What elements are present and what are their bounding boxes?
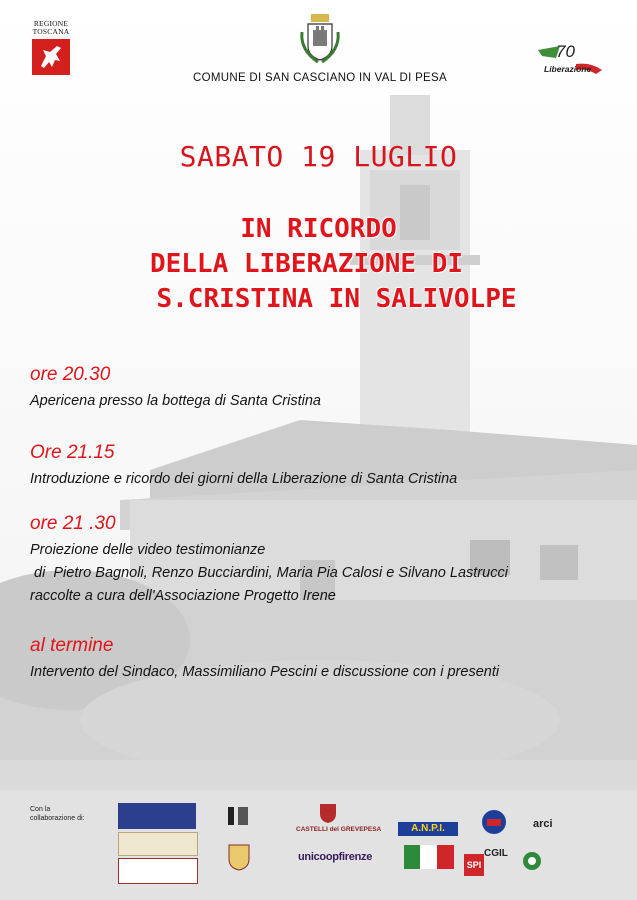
anpi-logo: A.N.P.I. <box>398 822 458 836</box>
collaboration-label <box>30 805 84 823</box>
associazione-nazionale-logo <box>520 850 544 872</box>
collab-line2: collaborazione di: <box>30 815 85 822</box>
program-description: Apericena presso la bottega di Santa Cristina <box>30 393 321 409</box>
castelli-grevepesa-label: CASTELLI del GREVEPESA <box>296 826 382 833</box>
corpo-musicale-logo <box>226 842 252 872</box>
collab-line1: Con la <box>30 806 51 813</box>
regione-toscana-logo <box>28 20 74 75</box>
spi-logo: SPI <box>464 854 484 876</box>
pegasus-shield-icon <box>32 39 70 75</box>
program-description: Introduzione e ricordo dei giorni della Liberazione di Santa Cristina <box>30 471 458 487</box>
comune-name: COMUNE DI SAN CASCIANO IN VAL DI PESA <box>193 72 447 84</box>
castelli-grevepesa-crest-icon <box>318 802 338 824</box>
auser-logo <box>480 808 508 836</box>
program-time: ore 21 .30 <box>30 513 116 534</box>
arci-logo: arci <box>533 818 553 830</box>
comune-crest-icon <box>296 12 344 68</box>
cooperativa-logo <box>118 858 198 884</box>
program-description: di Pietro Bagnoli, Renzo Bucciardini, Maria Pia Calosi e Silvano Lastrucci <box>30 565 508 581</box>
event-title-line1: IN RICORDO <box>240 214 397 244</box>
anniversary-number: 70 <box>556 42 575 61</box>
program-time: Ore 21.15 <box>30 442 115 463</box>
event-date: SABATO 19 LUGLIO <box>179 140 458 173</box>
70-liberazione-logo <box>536 36 606 80</box>
program-time: ore 20.30 <box>30 364 111 385</box>
anpi-flag-icon <box>404 845 454 869</box>
event-title-line2: DELLA LIBERAZIONE DI <box>149 249 464 279</box>
region-name-line2: TOSCANA <box>32 27 70 36</box>
program-description: raccolte a cura dell'Associazione Progetto Irene <box>30 588 336 604</box>
program-description: Proiezione delle video testimonianze <box>30 542 266 558</box>
bottega-santa-cristina-logo <box>118 832 198 856</box>
region-name-line1: REGIONE <box>33 19 69 28</box>
cgil-label: CGIL <box>484 848 508 859</box>
program-time: al termine <box>30 635 114 656</box>
unicoop-firenze-logo: unicoopfirenze <box>298 851 373 863</box>
event-title-line3: S.CRISTINA IN SALIVOLPE <box>156 284 517 314</box>
progetto-irene-logo <box>118 803 196 829</box>
anniversary-label: Liberazione <box>544 64 592 74</box>
teatro-logo <box>226 805 252 829</box>
program-description: Intervento del Sindaco, Massimiliano Pescini e discussione con i presenti <box>30 664 500 680</box>
